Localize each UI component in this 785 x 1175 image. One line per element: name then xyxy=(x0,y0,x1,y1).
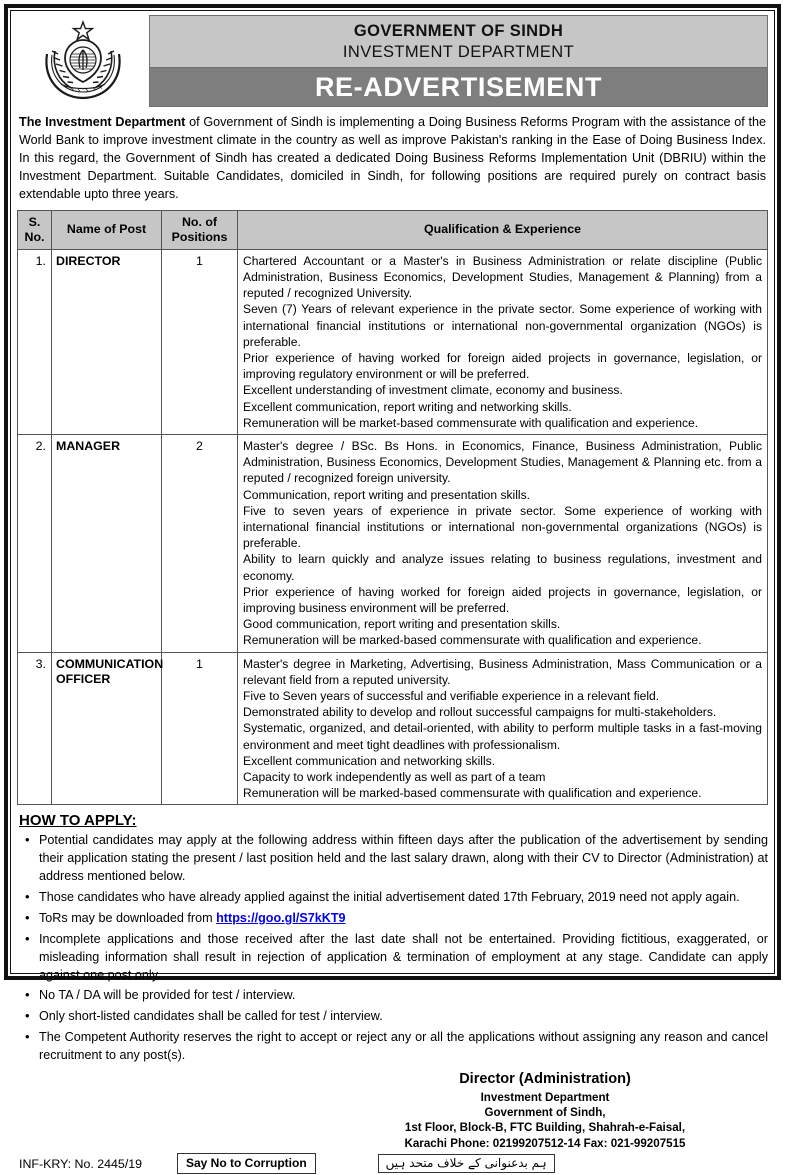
qualification-line: Ability to learn quickly and analyze issues relating to business regulations, investment and economy. xyxy=(243,552,762,583)
intro-body: of Government of Sindh is implementing a Doing Business Reforms Program with the assistance of the World Bank to improve investment climate in the country as well as improve Pakistan's ranking in the Ease of Doing Business Index. In this regard, the Government of Sindh has created a dedicated Doing Business Reforms Implementation Unit (DBRIU) within the Investment Department. Suitable Candidates, domiciled in Sindh, for following positions are required purely on contract basis extendable upto three years. xyxy=(19,115,766,201)
inf-reference-number: INF-KRY: No. 2445/19 xyxy=(19,1156,143,1171)
list-item: • Those candidates who have already applied against the initial advertisement dated 17th February, 2019 need not apply again. xyxy=(21,889,768,907)
list-item: • Potential candidates may apply at the following address within fifteen days after the publication of the advertisement by sending their application stating the present / last position held and the last salary drawn, along with their CV to Director (Administration) at address mentioned below. xyxy=(21,832,768,886)
table-header-row xyxy=(18,211,768,250)
table-row xyxy=(18,434,768,652)
qualification-line: Systematic, organized, and detail-oriented, with ability to perform multiple tasks in a fast-moving environment and meet tight deadlines with professionalism. xyxy=(243,721,762,752)
list-item xyxy=(21,910,768,928)
how-to-apply-title: HOW TO APPLY: xyxy=(19,812,137,830)
signature-department: Investment Department xyxy=(480,1090,610,1104)
qualification-line: Excellent communication and networking skills. xyxy=(243,753,496,768)
qualification-line: Capacity to work independently as well as part of a team xyxy=(243,770,546,785)
department-name: INVESTMENT DEPARTMENT xyxy=(342,42,575,61)
column-header-positions xyxy=(162,211,238,250)
positions-line2: Positions xyxy=(171,229,228,244)
table-row xyxy=(18,652,768,805)
intro-lead: The Investment Department xyxy=(19,115,186,129)
qualification-line: Remuneration will be marked-based commensurate with qualification and experience. xyxy=(243,633,702,648)
qualification-line: Prior experience of having worked for foreign aided projects in governance, legislation, or improving business environment will be preferred. xyxy=(243,584,762,616)
row-post-name: COMMUNICATION OFFICER xyxy=(52,652,162,805)
qualification-line: Remuneration will be market-based commensurate with qualification and experience. xyxy=(243,415,699,430)
table-body xyxy=(18,249,768,805)
row-qualification xyxy=(238,652,768,805)
row-sno: 3. xyxy=(18,652,52,805)
list-item: • The Competent Authority reserves the right to accept or reject any or all the applications without assigning any reason and cancel recruitment to any post(s). xyxy=(21,1029,768,1065)
row-positions: 1 xyxy=(162,652,238,805)
qualification-line: Demonstrated ability to develop and rollout successful campaigns for multi-stakeholders. xyxy=(243,705,717,720)
table-row xyxy=(18,249,768,434)
government-name: GOVERNMENT OF SINDH xyxy=(353,22,564,41)
intro-paragraph xyxy=(17,107,768,210)
column-header-sno xyxy=(18,211,52,250)
outer-border xyxy=(4,4,781,1171)
table-header xyxy=(18,211,768,250)
masthead-banner xyxy=(149,15,768,107)
masthead xyxy=(17,15,768,107)
row-sno: 1. xyxy=(18,249,52,434)
row-positions: 2 xyxy=(162,434,238,652)
qualification-line: Remuneration will be marked-based commensurate with qualification and experience. xyxy=(243,786,702,801)
tors-download-link[interactable]: https://goo.gl/S7kKT9 xyxy=(216,910,346,925)
qualification-line: Prior experience of having worked for foreign aided projects in governance, legislation, or improving regulatory environment or will be preferred. xyxy=(243,350,762,382)
anti-corruption-slogan-box: Say No to Corruption xyxy=(177,1153,316,1174)
column-header-qualification: Qualification & Experience xyxy=(238,211,768,250)
qualification-line: Seven (7) Years of relevant experience in the private sector. Some experience of working with international financial institutions or international non-governmental organization (NGOs) is preferable. xyxy=(243,302,762,349)
qualification-line: Excellent communication, report writing and networking skills. xyxy=(243,399,572,414)
signature-block xyxy=(380,1070,710,1151)
qualification-line: Five to Seven years of successful and verifiable experience in a relevant field. xyxy=(243,689,660,704)
sno-line1: S. xyxy=(28,215,41,229)
signature-address: 1st Floor, Block-B, FTC Building, Shahrah-e-Faisal, xyxy=(404,1121,686,1135)
positions-line1: No. of xyxy=(181,215,218,229)
emblem-cell xyxy=(17,15,149,107)
row-qualification xyxy=(238,434,768,652)
qualification-line: Good communication, report writing and presentation skills. xyxy=(243,617,561,632)
positions-table xyxy=(17,210,768,805)
readvertisement-title: RE-ADVERTISEMENT xyxy=(314,71,603,102)
row-qualification xyxy=(238,249,768,434)
qualification-line: Excellent understanding of investment climate, economy and business. xyxy=(243,383,623,398)
how-to-apply-list xyxy=(17,832,768,1068)
list-item: • No TA / DA will be provided for test / interview. xyxy=(21,987,768,1005)
row-post-name: DIRECTOR xyxy=(52,249,162,434)
government-title-band xyxy=(150,16,767,68)
qualification-line: Five to seven years of experience in private sector. Some experience of working with international financial institutions or international non-governmental organizations (NGOs) is preferable. xyxy=(243,503,762,551)
column-header-post: Name of Post xyxy=(52,211,162,250)
qualification-line: Master's degree / BSc. Bs Hons. in Economics, Finance, Business Administration, Public Administration, Business Economics, Development Studies, Management & Planning etc. from a reputed / recognized foreign university. xyxy=(243,438,762,486)
qualification-line: Communication, report writing and presentation skills. xyxy=(243,487,531,502)
tors-text: ToRs may be downloaded from xyxy=(39,910,217,925)
sno-line2: No. xyxy=(24,229,45,244)
signature-title: Director (Administration) xyxy=(459,1070,631,1087)
qualification-line: Master's degree in Marketing, Advertising, Business Administration, Mass Communication or a relevant field from a reputed university. xyxy=(243,656,762,687)
signature-government: Government of Sindh, xyxy=(484,1105,606,1119)
qualification-line: Chartered Accountant or a Master's in Business Administration or relate discipline (Public Administration, Business Economics, Development Studies, Management & Planning) from a reputed / recognized University. xyxy=(243,253,762,301)
row-positions: 1 xyxy=(162,249,238,434)
list-item: • Incomplete applications and those received after the last date shall not be entertained. Providing fictitious, exaggerated, or misleading information shall result in rejection of application & termination of employment at any stage. Candidate can apply against one post only. xyxy=(21,931,768,985)
signature-contact: Karachi Phone: 02199207512-14 Fax: 021-99207515 xyxy=(404,1136,686,1150)
list-item: • Only short-listed candidates shall be called for test / interview. xyxy=(21,1008,768,1026)
row-sno: 2. xyxy=(18,434,52,652)
urdu-slogan-box: ہم بدعنوانی کے خلاف متحد ہیں xyxy=(378,1154,555,1173)
readvertisement-band xyxy=(150,68,767,106)
sindh-government-emblem-icon xyxy=(31,18,135,104)
inner-border xyxy=(10,10,775,1171)
footer-row xyxy=(17,1151,768,1175)
row-post-name: MANAGER xyxy=(52,434,162,652)
